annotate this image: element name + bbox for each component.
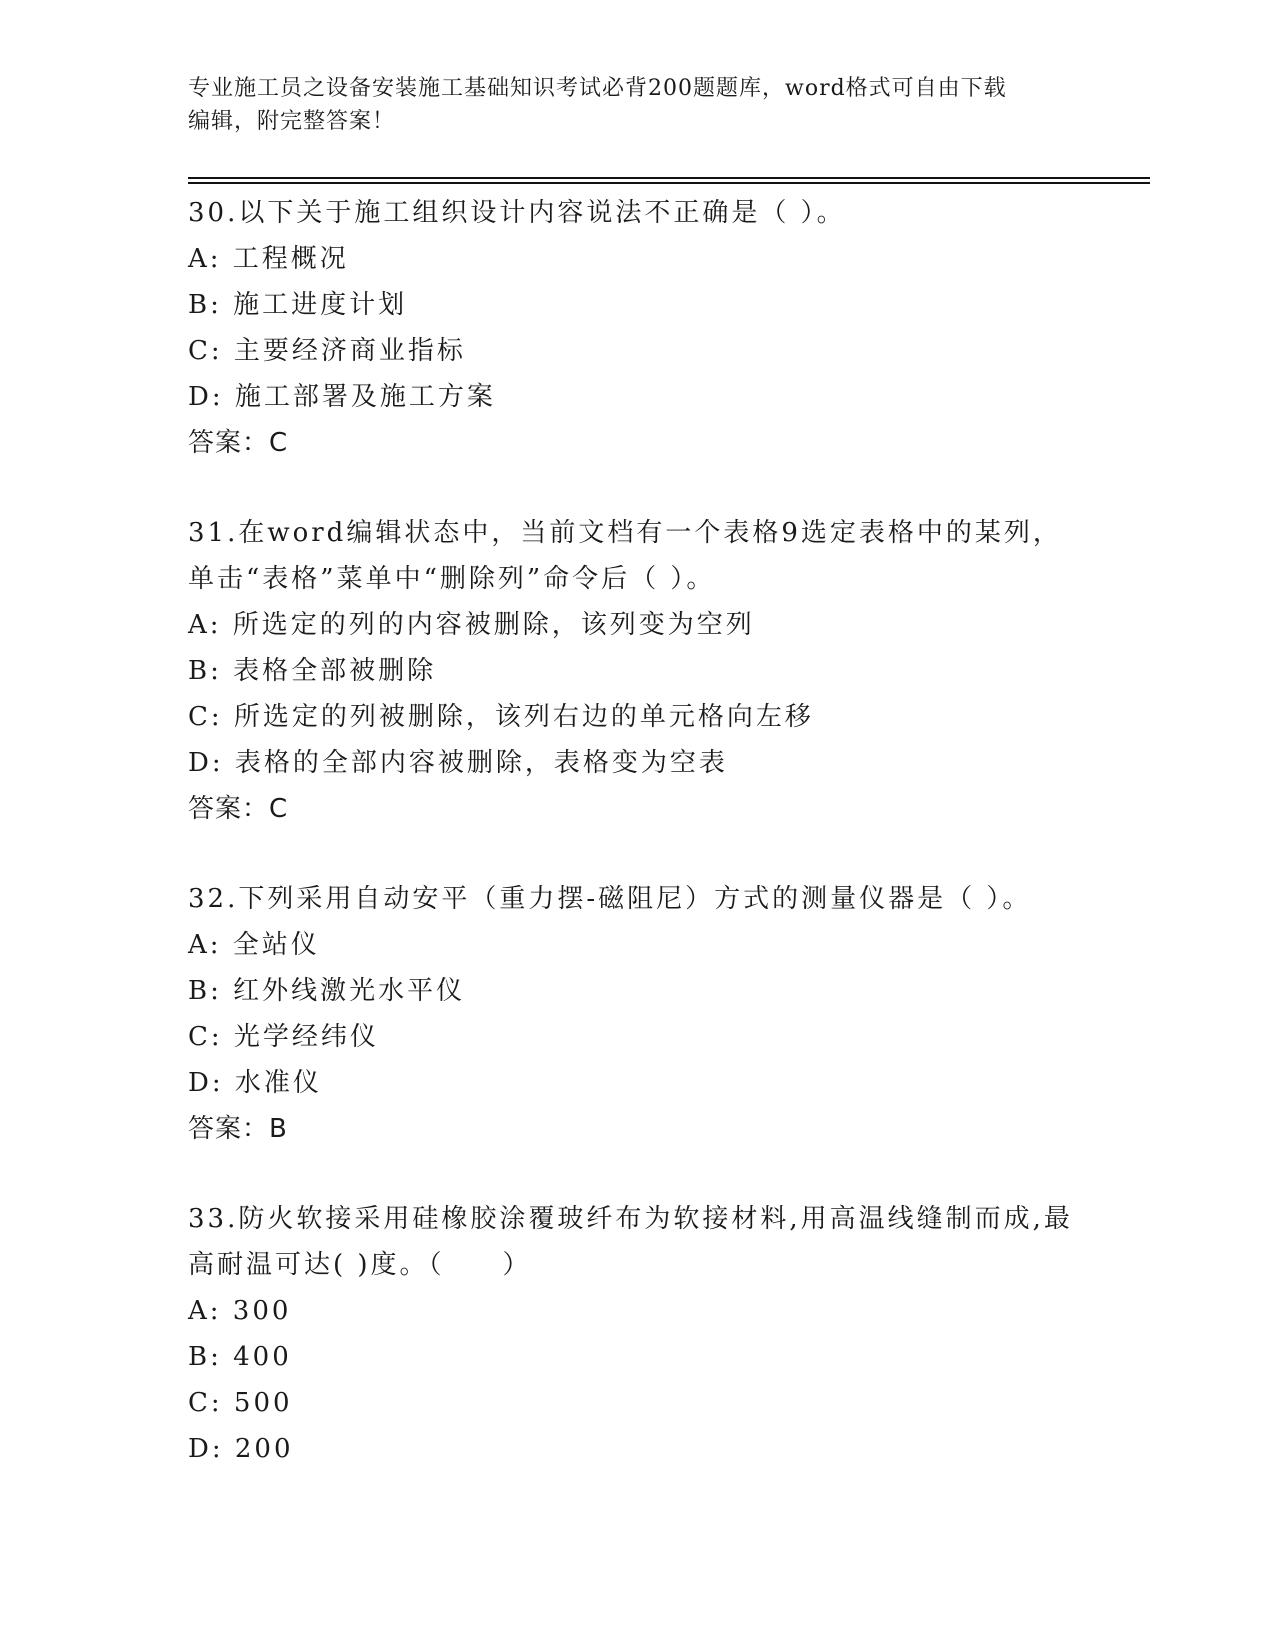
question-stem-line: 高耐温可达( )度。（ ） xyxy=(188,1250,532,1280)
answer-line: 答案：C xyxy=(188,794,289,824)
question-stem-line: 单击“表格”菜单中“删除列”命令后（ ）。 xyxy=(188,564,716,594)
header-divider-bottom xyxy=(188,182,1150,184)
option-c: C: 主要经济商业指标 xyxy=(188,336,466,366)
question-31 xyxy=(188,510,1088,832)
option-a: A: 所选定的列的内容被删除，该列变为空列 xyxy=(188,610,755,640)
option-c: C: 光学经纬仪 xyxy=(188,1022,379,1052)
question-stem-line: 32.下列采用自动安平（重力摆-磁阻尼）方式的测量仪器是（ ）。 xyxy=(188,884,1032,914)
option-d: D: 表格的全部内容被删除，表格变为空表 xyxy=(188,748,728,778)
option-a: A: 工程概况 xyxy=(188,244,349,274)
answer-line: 答案：B xyxy=(188,1114,288,1144)
question-stem xyxy=(188,876,1088,922)
option-c: C: 所选定的列被删除，该列右边的单元格向左移 xyxy=(188,702,814,732)
question-stem xyxy=(188,190,1088,236)
option-d: D: 200 xyxy=(188,1434,294,1464)
option-b: B: 红外线激光水平仪 xyxy=(188,976,466,1006)
option-a: A: 全站仪 xyxy=(188,930,320,960)
option-a: A: 300 xyxy=(188,1296,292,1326)
question-stem-line: 33.防火软接采用硅橡胶涂覆玻纤布为软接材料,用高温线缝制而成,最 xyxy=(188,1204,1073,1234)
question-stem xyxy=(188,1196,1088,1288)
header-line-2: 编辑，附完整答案！ xyxy=(188,109,396,134)
option-b: B: 400 xyxy=(188,1342,292,1372)
question-stem-line: 30.以下关于施工组织设计内容说法不正确是（ ）。 xyxy=(188,198,846,228)
option-c: C: 500 xyxy=(188,1388,293,1418)
question-stem xyxy=(188,510,1088,602)
document-header xyxy=(188,72,1088,138)
question-30 xyxy=(188,190,1088,466)
question-list xyxy=(188,190,1088,1516)
option-d: D: 施工部署及施工方案 xyxy=(188,382,496,412)
option-b: B: 施工进度计划 xyxy=(188,290,408,320)
header-divider-top xyxy=(188,177,1150,179)
header-line-1: 专业施工员之设备安装施工基础知识考试必背200题题库，word格式可自由下载 xyxy=(188,76,1007,101)
option-d: D: 水准仪 xyxy=(188,1068,322,1098)
question-33 xyxy=(188,1196,1088,1472)
question-stem-line: 31.在word编辑状态中，当前文档有一个表格9选定表格中的某列， xyxy=(188,518,1062,548)
option-b: B: 表格全部被删除 xyxy=(188,656,437,686)
answer-line: 答案：C xyxy=(188,428,289,458)
question-32 xyxy=(188,876,1088,1152)
